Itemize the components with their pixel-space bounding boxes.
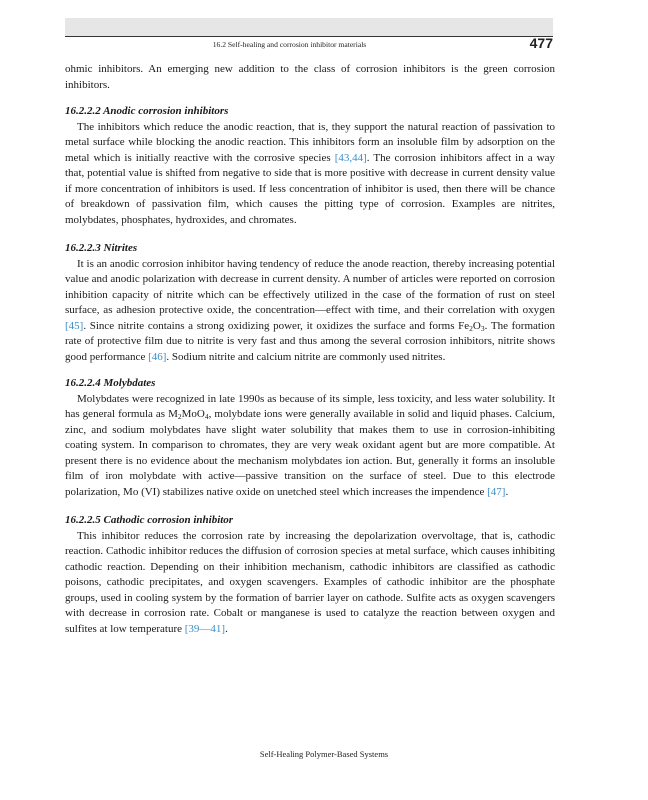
- footer-book-title: Self-Healing Polymer-Based Systems: [259, 749, 389, 759]
- page-number: 477: [529, 35, 553, 51]
- text: O: [472, 319, 481, 332]
- text: .: [505, 485, 509, 498]
- citation-link[interactable]: [47]: [487, 485, 506, 498]
- paragraph-molybdates: [65, 392, 555, 501]
- citation-link[interactable]: [39—41]: [184, 622, 226, 635]
- text: . The formation rate of protective film due to nitrite is very fast and thus among the several corrosion inhibitors, nitrite shows good performance: [65, 319, 556, 363]
- intro-paragraph: ohmic inhibitors. An emerging new addition to the class of corrosion inhibitors is the green corrosion inhibitors.: [65, 63, 555, 91]
- citation-link[interactable]: [45]: [65, 319, 84, 332]
- heading-nitrites: 16.2.2.3 Nitrites: [65, 242, 138, 254]
- running-head: 16.2 Self-healing and corrosion inhibitor materials: [212, 40, 367, 49]
- text: This inhibitor reduces the corrosion rate by increasing the depolarization overvoltage, that is, cathodic reaction. Cathodic inhibitor reduces the diffusion of corrosion species at metal surface, which causes inhibiting cathodic reaction. Depending on their inhibition mechanism, cathodic inhibitors are classified as cathodic poisons, cathodic precipitates, and oxygen scavengers. Examples of cathodic inhibitor are the phosphate groups, used in cooling system by the formation of barrier layer on cathode. Sulfite acts as oxygen scavengers with decrease in corrosion rate. Cobalt or manganese is used to catalyze the reaction between oxygen and sulfites at low temperature: [65, 529, 555, 635]
- text: MoO: [181, 408, 205, 420]
- paragraph-nitrites: [65, 257, 555, 366]
- paragraph-anodic: [65, 120, 555, 229]
- header-band: [65, 18, 553, 36]
- citation-link[interactable]: [43,44]: [334, 151, 367, 164]
- heading-cathodic-corrosion-inhibitor: 16.2.2.5 Cathodic corrosion inhibitor: [65, 514, 234, 526]
- text: .: [225, 622, 228, 635]
- text: It is an anodic corrosion inhibitor having tendency of reduce the anode reaction, thereby increasing potential value and anodic polarization with decrease in current density. A number of articles were reported on corrosion inhibition capacity of nitrite which can be effectively utilized in the case of the formation of rust on steel surface, as adhesion protective oxide, the concentration—effect with time, and their correlation with oxygen: [65, 257, 555, 316]
- text: . Since nitrite contains a strong oxidizing power, it oxidizes the surface and forms Fe: [83, 319, 470, 332]
- paragraph-cathodic: [65, 529, 555, 638]
- citation-link[interactable]: [46]: [148, 350, 167, 363]
- text: The inhibitors which reduce the anodic reaction, that is, they support the natural reaction of passivation to metal surface while blocking the anodic reaction. This inhibitors form an insoluble film by adsorption on the metal which is initially reactive with the corrosive species: [65, 120, 555, 164]
- subscript: 3: [480, 323, 485, 333]
- heading-anodic-corrosion-inhibitors: 16.2.2.2 Anodic corrosion inhibitors: [65, 105, 229, 117]
- subscript: 2: [469, 323, 473, 333]
- text: . Sodium nitrite and calcium nitrite are commonly used nitrites.: [166, 350, 446, 363]
- header-rule: [65, 36, 553, 37]
- text: , molybdate ions were generally available in solid and liquid phases. Calcium, zinc, and sodium molybdates have slight water solubility that makes them to use in corrosion-inhibiting coating system. In comparison to chromates, they are very weak oxidant agent but are more compatible. At present there is no evidence about the mechanism molybdates ion action. But, generally it forms an insoluble film of iron molybdate with active—passive transition on the surface of steel. Due to this electrode polarization, Mo (VI) stabilizes native oxide on unetched steel which increases the impendence: [65, 408, 555, 498]
- subscript: 4: [204, 412, 209, 421]
- text: . The corrosion inhibitors affect in a way that, potential value is shifted from negative to side that is more positive with decrease in current density value if more concentration of inhibitors is used. If less concentration of inhibitor is used, then there will be chance of breakdown of passivation film, which causes the pitting type of corrosion. Examples are nitrites, molybdates, phosphates, hydroxides, and chromates.: [65, 151, 555, 226]
- heading-molybdates: 16.2.2.4 Molybdates: [65, 377, 156, 389]
- text: Molybdates were recognized in late 1990s as because of its simple, less toxicity, and less water solubility. It has general formula as M: [65, 392, 555, 420]
- subscript: 2: [177, 412, 182, 421]
- page-body: [65, 62, 555, 637]
